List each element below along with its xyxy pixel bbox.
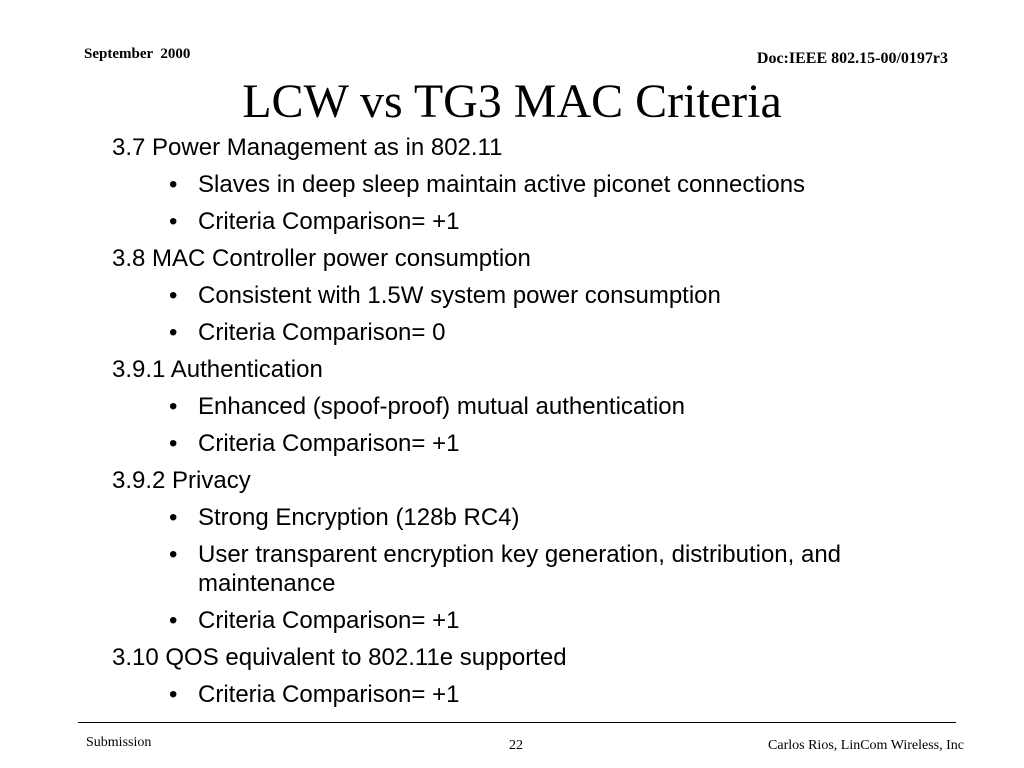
header-doc-id: Doc:IEEE 802.15-00/0197r3 — [756, 50, 948, 67]
bullet-marker: • — [169, 681, 178, 708]
bullet-item — [112, 503, 932, 532]
header-date: September 2000 — [84, 46, 191, 62]
bullet-item — [112, 281, 932, 310]
bullet-list — [112, 392, 932, 458]
section — [112, 244, 932, 347]
bullet-marker: • — [169, 504, 178, 531]
section — [112, 643, 932, 709]
bullet-marker: • — [169, 282, 178, 309]
bullet-marker: • — [169, 208, 178, 235]
footer-submission: Submission — [86, 735, 152, 750]
bullet-text: User transparent encryption key generation, distribution, and maintenance — [198, 541, 842, 597]
page-number: 22 — [509, 738, 523, 753]
bullet-item — [112, 392, 932, 421]
section — [112, 466, 932, 635]
slide-body — [112, 133, 932, 709]
bullet-text: Slaves in deep sleep maintain active piconet connections — [198, 171, 806, 198]
bullet-item — [112, 540, 932, 598]
bullet-text: Criteria Comparison= +1 — [198, 607, 460, 634]
bullet-item — [112, 318, 932, 347]
bullet-item — [112, 680, 932, 709]
bullet-text: Criteria Comparison= +1 — [198, 430, 460, 457]
bullet-marker: • — [169, 393, 178, 420]
bullet-marker: • — [169, 171, 178, 198]
section-heading: 3.8 MAC Controller power consumption — [112, 245, 531, 272]
slide-title: LCW vs TG3 MAC Criteria — [242, 75, 782, 128]
bullet-text: Strong Encryption (128b RC4) — [198, 504, 520, 531]
bullet-item — [112, 170, 932, 199]
bullet-list — [112, 503, 932, 635]
bullet-item — [112, 606, 932, 635]
bullet-text: Criteria Comparison= +1 — [198, 208, 460, 235]
section-heading: 3.9.1 Authentication — [112, 356, 323, 383]
footer-author: Carlos Rios, LinCom Wireless, Inc — [768, 738, 964, 753]
bullet-list — [112, 680, 932, 709]
bullet-text: Consistent with 1.5W system power consumption — [198, 282, 721, 309]
bullet-item — [112, 207, 932, 236]
section-heading: 3.10 QOS equivalent to 802.11e supported — [112, 644, 567, 671]
section-heading: 3.7 Power Management as in 802.11 — [112, 134, 503, 161]
bullet-item — [112, 429, 932, 458]
bullet-marker: • — [169, 430, 178, 457]
bullet-text: Criteria Comparison= +1 — [198, 681, 460, 708]
bullet-marker: • — [169, 607, 178, 634]
bullet-text: Enhanced (spoof-proof) mutual authentication — [198, 393, 685, 420]
section-heading: 3.9.2 Privacy — [112, 467, 251, 494]
bullet-list — [112, 170, 932, 236]
section — [112, 355, 932, 458]
bullet-list — [112, 281, 932, 347]
bullet-marker: • — [169, 319, 178, 346]
section — [112, 133, 932, 236]
bullet-text: Criteria Comparison= 0 — [198, 319, 446, 346]
footer-divider — [78, 722, 956, 723]
bullet-marker: • — [169, 541, 178, 568]
